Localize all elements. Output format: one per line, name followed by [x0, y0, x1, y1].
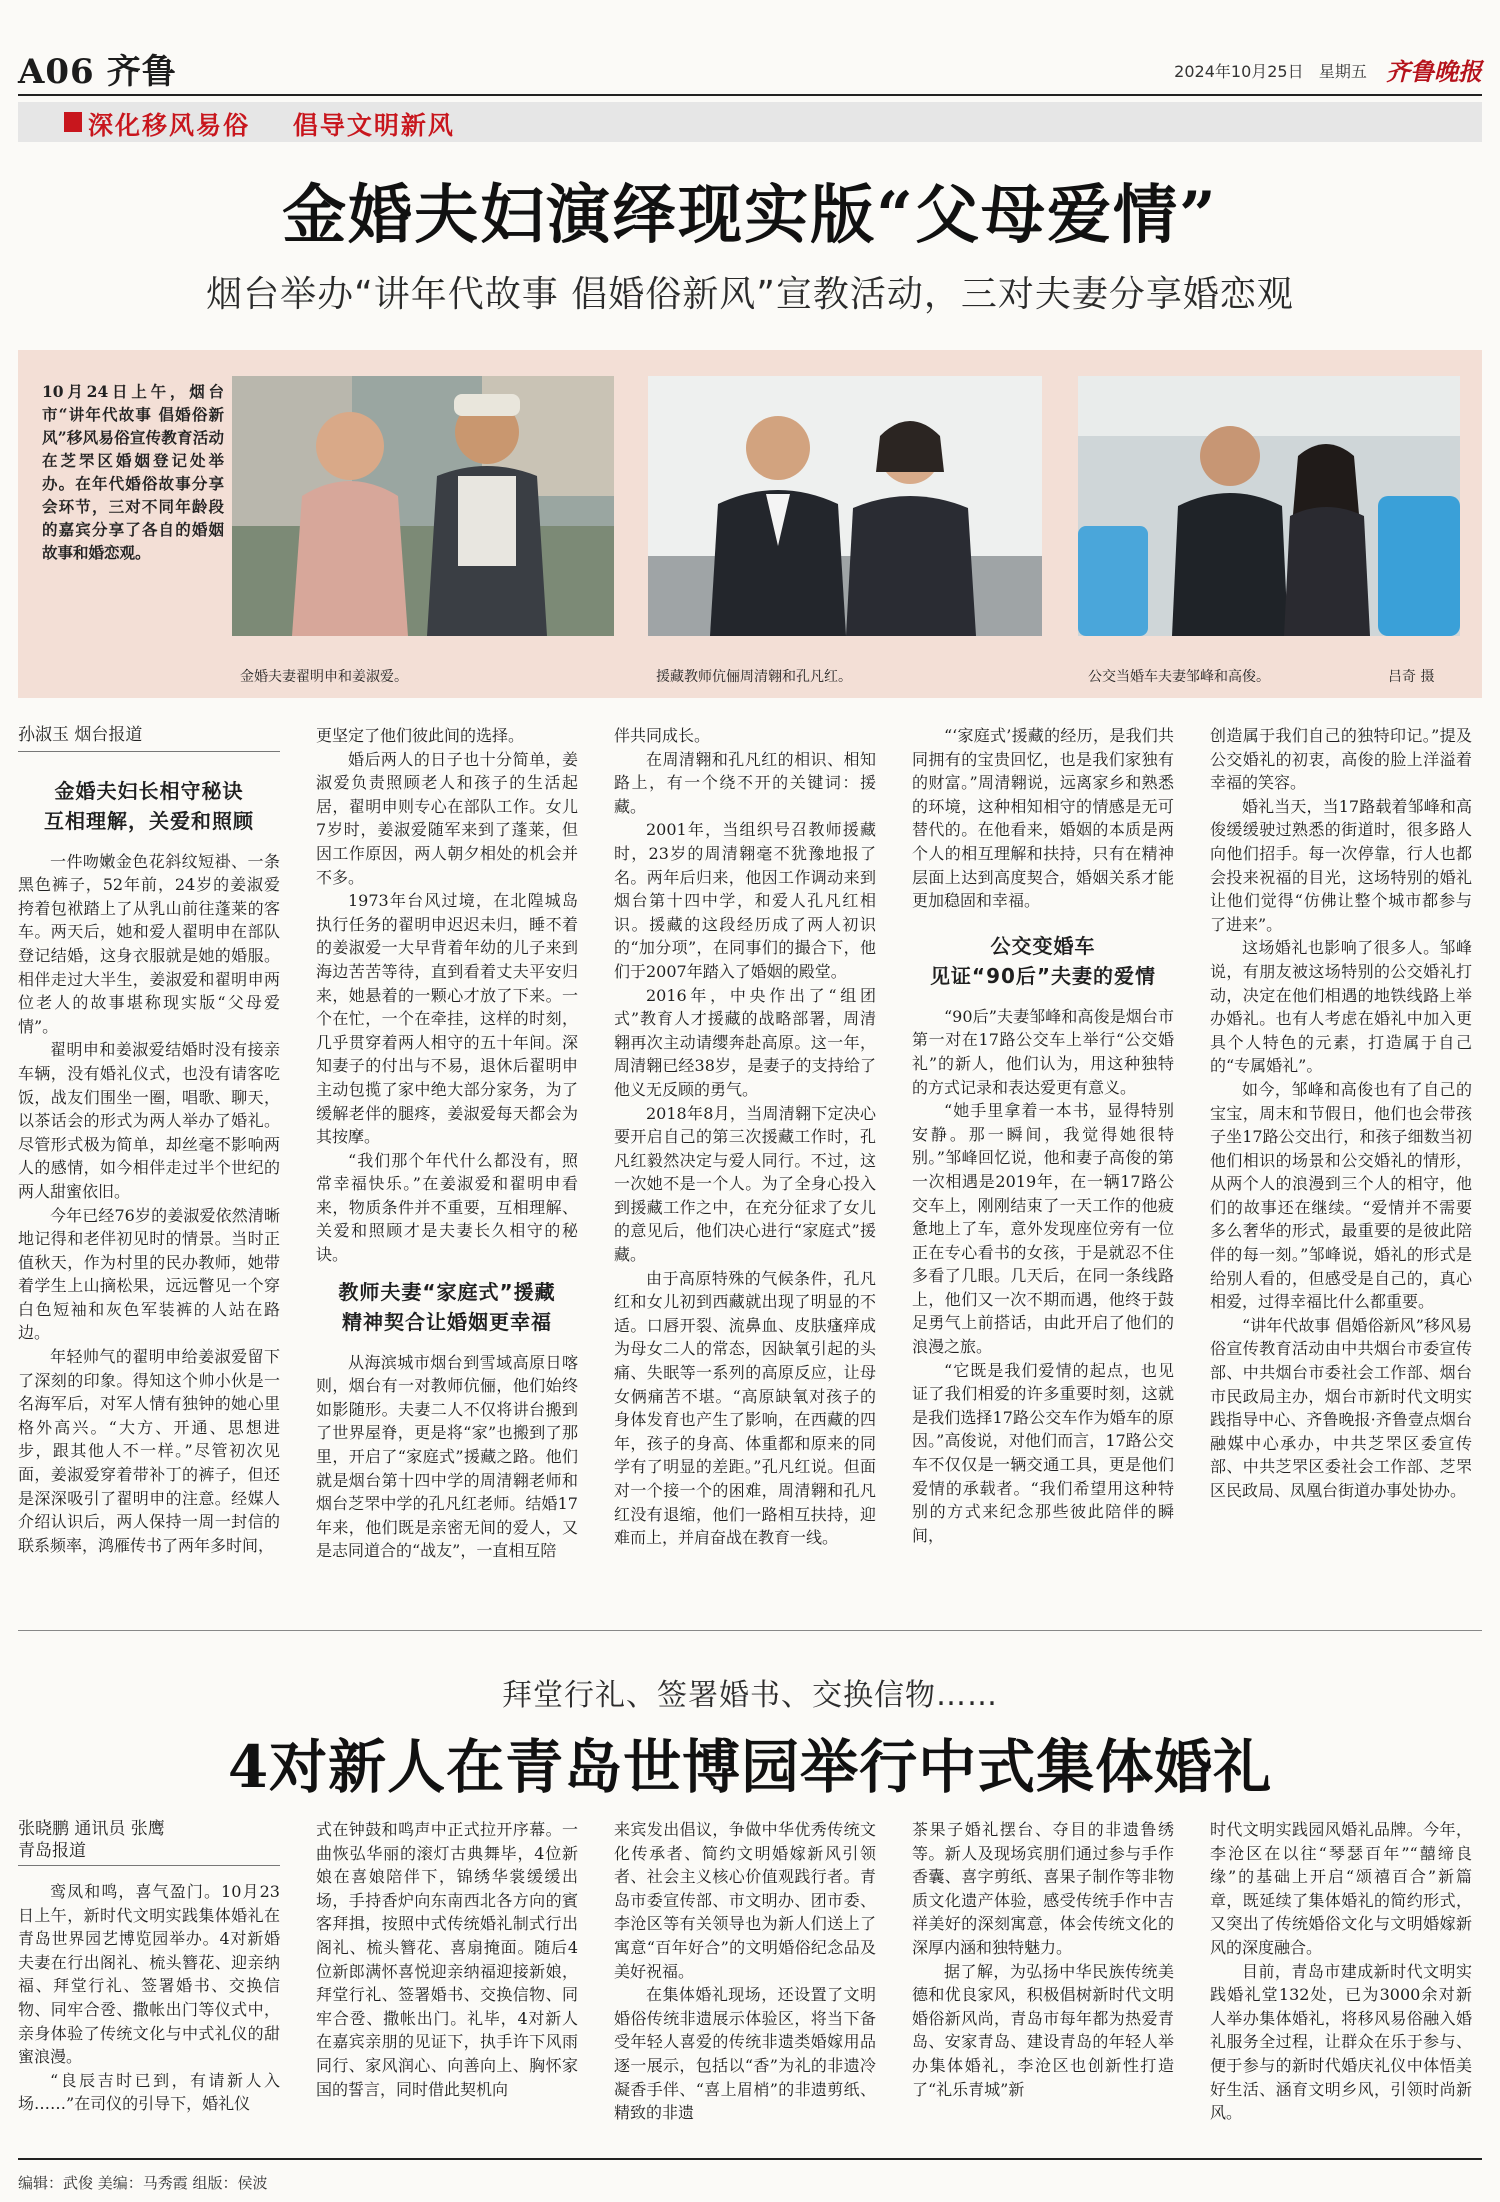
photo-teacher-couple	[648, 376, 1042, 636]
paper-logo: 齐鲁晚报	[1386, 57, 1482, 86]
paragraph: 在集体婚礼现场，还设置了文明婚俗传统非遗展示体验区，将当下备受年轻人喜爱的传统非遗类婚嫁用品逐一展示，包括以“香”为礼的非遗冷凝香手伴、“喜上眉梢”的非遗剪纸、精致的非遗	[614, 1985, 876, 2123]
paragraph: 式在钟鼓和鸣声中正式拉开序幕。一曲恢弘华丽的滚灯古典舞毕，4位新娘在喜娘陪伴下，锦绣华裳缓缓出场，手持香炉向东南西北各方向的賓客拜揖，按照中式传统婚礼制式行出阁礼、梳头簪花、喜扇掩面。随后4位新郎满怀喜悦迎亲纳福迎接新娘，拜堂行礼、签署婚书、交换信物、同牢合卺、撒帐出门。礼毕，4对新人在嘉宾亲朋的见证下，执手许下风雨同行、家风润心、向善向上、胸怀家国的誓言，同时借此契机向	[316, 1820, 578, 2099]
paragraph: 来宾发出倡议，争做中华优秀传统文化传承者、简约文明婚嫁新风引领者、社会主义核心价值观践行者。青岛市委宣传部、市文明办、团市委、李沧区等有关领导也为新人们送上了寓意“百年好合”的文明婚俗纪念品及美好祝福。	[614, 1820, 876, 1981]
masthead-right	[1174, 52, 1482, 87]
paragraph: 2018年8月，当周清翱下定决心要开启自己的第三次援藏工作时，孔凡红毅然决定与爱人同行。不过，这一次她不是一个人。为了全身心投入到援藏工作之中，在充分征求了女儿的意见后，他们决心进行“家庭式”援藏。	[614, 1103, 876, 1265]
paragraph: “良辰吉时已到，有请新人入场……”在司仪的引导下，婚礼仪	[18, 2070, 280, 2114]
banner-square-icon	[64, 112, 82, 132]
story1-subhead: 烟台举办“讲年代故事 倡婚俗新风”宣教活动，三对夫妻分享婚恋观	[206, 274, 1294, 315]
paragraph: “‘家庭式’援藏的经历，是我们共同拥有的宝贵回忆，也是我们家独有的财富。”周清翱说，远离家乡和熟悉的环境，这种相知相守的情感是无可替代的。在他看来，婚姻的本质是两个人的相互理解和扶持，只有在精神层面上达到高度契合，婚姻关系才能更加稳固和幸福。	[912, 726, 1174, 911]
paragraph: 一件吻嫩金色花斜纹短褂、一条黑色裤子，52年前，24岁的姜淑爱挎着包袱踏上了从乳山前往蓬莱的客车。两天后，她和爱人翟明申在部队登记结婚，这身衣服就是她的婚服。相伴走过大半生，姜淑爱和翟明申两位老人的故事堪称现实版“父母爱情”。	[18, 851, 280, 1036]
paragraph: 如今，邹峰和高俊也有了自己的宝宝，周末和节假日，他们也会带孩子坐17路公交出行，和孩子细数当初他们相识的场景和公交婚礼的情形，从两个人的浪漫到三个人的相守，他们的故事还在继续。“爱情并不需要多么奢华的形式，最重要的是彼此陪伴的每一刻。”邹峰说，婚礼的形式是给别人看的，但感受是自己的，真心相爱，过得幸福比什么都重要。	[1210, 1079, 1472, 1312]
story2-kicker: 拜堂行礼、签署婚书、交换信物……	[502, 1678, 998, 1713]
paragraph: 茶果子婚礼摆台、夺目的非遗鲁绣等。新人及现场宾朋们通过参与手作香囊、喜字剪纸、喜果子制作等非物质文化遗产体验，感受传统手作中吉祥美好的深刻寓意，体会传统文化的深厚内涵和独特魅力。	[912, 1820, 1174, 1957]
paragraph: 1973年台风过境，在北隍城岛执行任务的翟明申迟迟未归，睡不着的姜淑爱一大早背着年幼的儿子来到海边苦苦等待，直到看着丈夫平安归来，她悬着的一颗心才放了下来。一个在忙，一个在牵挂，这样的时刻，几乎贯穿着两人相守的五十年间。深知妻子的付出与不易，退休后翟明申主动包揽了家中绝大部分家务，为了缓解老伴的腿疼，姜淑爱每天都会为其按摩。	[316, 891, 578, 1147]
story2-column-2	[316, 1818, 578, 2148]
paragraph: “我们那个年代什么都没有，照常幸福快乐。”在姜淑爱和翟明申看来，物质条件并不重要，互相理解、关爱和照顾才是夫妻长久相守的秘诀。	[316, 1150, 578, 1265]
paragraph: 这场婚礼也影响了很多人。邹峰说，有朋友被这场特别的公交婚礼打动，决定在他们相遇的地铁线路上举办婚礼。也有人考虑在婚礼中加入更具个人特色的元素，打造属于自己的“专属婚礼”。	[1210, 938, 1472, 1076]
paragraph: 婚后两人的日子也十分简单，姜淑爱负责照顾老人和孩子的生活起居，翟明申则专心在部队工作。女儿7岁时，姜淑爱随军来到了蓬莱，但因工作原因，两人朝夕相处的机会并不多。	[316, 749, 578, 887]
paragraph: 翟明申和姜淑爱结婚时没有接亲车辆，没有婚礼仪式，也没有请客吃饭，战友们围坐一圈，唱歌、聊天，以茶话会的形式为两人举办了婚礼。尽管形式极为简单，却丝毫不影响两人的感情，如今相伴走过半个世纪的两人甜蜜依旧。	[18, 1040, 280, 1201]
paragraph: 鸾凤和鸣，喜气盈门。10月23日上午，新时代文明实践集体婚礼在青岛世界园艺博览园举办。4对新婚夫妻在行出阁礼、梳头簪花、迎亲纳福、拜堂行礼、签署婚书、交换信物、同牢合卺、撒帐出门等仪式中，亲身体验了传统文化与中式礼仪的甜蜜浪漫。	[18, 1882, 280, 2067]
story1-headline: 金婚夫妇演绎现实版“父母爱情”	[282, 178, 1218, 253]
photo-elderly-couple	[232, 376, 614, 636]
paragraph: “讲年代故事 倡婚俗新风”移风易俗宣传教育活动由中共烟台市委宣传部、中共烟台市委社会工作部、烟台市民政局主办，烟台市新时代文明实践指导中心、齐鲁晚报·齐鲁壹点烟台融媒中心承办，中共芝罘区委宣传部、中共芝罘区委社会工作部、芝罘区民政局、凤凰台街道办事处协办。	[1210, 1315, 1472, 1500]
section-name: 齐鲁	[106, 52, 177, 92]
paragraph: 据了解，为弘扬中华民族传统美德和优良家风，积极倡树新时代文明婚俗新风尚，青岛市每年都为热爱青岛、安家青岛、建设青岛的年轻人举办集体婚礼，李沧区也创新性打造了“礼乐青城”新	[912, 1961, 1174, 2099]
story1-column-5	[1210, 724, 1472, 1614]
paragraph: 从海滨城市烟台到雪域高原日喀则，烟台有一对教师伉俪，他们始终如影随形。夫妻二人不仅将讲台搬到了世界屋脊，更是将“家”也搬到了那里，开启了“家庭式”援藏之路。他们就是烟台第十四中学的周清翱老师和烟台芝罘中学的孔凡红老师。结婚17年来，他们既是亲密无间的爱人，又是志同道合的“战友”，一直相互陪	[316, 1352, 578, 1561]
photo-teacher-couple-image	[648, 376, 1042, 636]
caption-3: 公交当婚车夫妻邹峰和高俊。	[1088, 669, 1270, 685]
subtitle-golden-couple: 金婚夫妇长相守秘诀 互相理解，关爱和照顾	[44, 778, 254, 833]
paragraph: 婚礼当天，当17路载着邹峰和高俊缓缓驶过熟悉的街道时，很多路人向他们招手。每一次停靠，行人也都会投来祝福的目光，这场特别的婚礼让他们觉得“仿佛让整个城市都参与了进来”。	[1210, 796, 1472, 934]
banner-text: 深化移风易俗 倡导文明新风	[88, 111, 455, 140]
story1-column-1	[18, 724, 280, 1614]
story1-column-3	[614, 724, 876, 1614]
paragraph: 年轻帅气的翟明申给姜淑爱留下了深刻的印象。得知这个帅小伙是一名海军后，对军人情有独钟的她心里格外高兴。“大方、开通、思想进步，跟其他人不一样。”尽管初次见面，姜淑爱穿着带补丁的裤子，但还是深深吸引了翟明申的注意。经媒人介绍认识后，两人保持一周一封信的联系频率，鸿雁传书了两年多时间，	[18, 1347, 280, 1555]
editor-credits: 编辑：武俊 美编：马秀霞 组版：侯波	[18, 2158, 1482, 2193]
paragraph: 2001年，当组织号召教师援藏时，23岁的周清翱毫不犹豫地报了名。两年后归来，他因工作调动来到烟台第十四中学，和爱人孔凡红相识。援藏的这段经历成了两人初识的“加分项”，在同事们的撮合下，他们于2007年踏入了婚姻的殿堂。	[614, 820, 876, 981]
paragraph: “90后”夫妻邹峰和高俊是烟台市第一对在17路公交车上举行“公交婚礼”的新人，他们认为，用这种独特的方式记录和表达爱更有意义。	[912, 1006, 1174, 1097]
masthead	[18, 44, 1482, 90]
caption-2: 援藏教师伉俪周清翱和孔凡红。	[656, 669, 852, 685]
top-rule	[18, 94, 1482, 96]
subtitle-bus-couple: 公交变婚车 见证“90后”夫妻的爱情	[929, 933, 1157, 988]
paragraph: 伴共同成长。	[614, 726, 711, 745]
story2-column-1	[18, 1818, 280, 2148]
photo-credit: 吕奇 摄	[1388, 669, 1435, 685]
paragraph: “它既是我们爱情的起点，也见证了我们相爱的许多重要时刻，这就是我们选择17路公交车作为婚车的原因。”高俊说，对他们而言，17路公交车不仅仅是一辆交通工具，更是他们爱情的承载者。“我们希望用这种特别的方式来纪念那些彼此陪伴的瞬间，	[912, 1360, 1174, 1545]
paragraph: 时代文明实践园风婚礼品牌。今年，李沧区在以往“琴瑟百年”“囍缔良缘”的基础上开启“颂禧百合”新篇章，既延续了集体婚礼的简约形式，又突出了传统婚俗文化与文明婚嫁新风的深度融合。	[1210, 1820, 1472, 1957]
page-number-label: A06	[18, 52, 95, 92]
subtitle-teacher-couple: 教师夫妻“家庭式”援藏 精神契合让婚姻更幸福	[338, 1279, 556, 1334]
issue-date: 2024年10月25日	[1174, 62, 1304, 81]
caption-1: 金婚夫妻翟明申和姜淑爱。	[240, 669, 408, 685]
paragraph: 更坚定了他们彼此间的选择。	[316, 726, 525, 745]
photo-band	[18, 350, 1482, 698]
paragraph: 在周清翱和孔凡红的相识、相知路上，有一个绕不开的关键词：援藏。	[614, 749, 876, 816]
story1-column-4	[912, 724, 1174, 1614]
story2-column-5	[1210, 1818, 1472, 2148]
paragraph: 目前，青岛市建成新时代文明实践婚礼堂132处，已为3000余对新人举办集体婚礼，将移风易俗融入婚礼服务全过程，让群众在乐于参与、便于参与的新时代婚庆礼仪中体悟美好生活、涵育文明乡风，引领时尚新风。	[1210, 1961, 1472, 2123]
story2-column-4	[912, 1818, 1174, 2148]
column-banner	[18, 102, 1482, 142]
story2-column-3	[614, 1818, 876, 2148]
story-divider	[18, 1630, 1482, 1631]
story1-byline: 孙淑玉 烟台报道	[18, 724, 280, 752]
paragraph: “她手里拿着一本书，显得特别安静。那一瞬间，我觉得她很特别。”邹峰回忆说，他和妻子高俊的第一次相遇是2019年，在一辆17路公交车上，刚刚结束了一天工作的他疲惫地上了车，意外发现座位旁有一位正在专心看书的女孩，于是就忍不住多看了几眼。几天后，在同一条线路上，他们又一次不期而遇，他终于鼓足勇气上前搭话，由此开启了他们的浪漫之旅。	[912, 1101, 1174, 1357]
issue-weekday: 星期五	[1318, 62, 1367, 81]
photo-bus-couple	[1078, 376, 1460, 636]
photo-elderly-couple-image	[232, 376, 614, 636]
paragraph: 2016年，中央作出了“组团式”教育人才援藏的战略部署，周清翱再次主动请缨奔赴高原。这一年，周清翱已经38岁，是妻子的支持给了他义无反顾的勇气。	[614, 985, 876, 1099]
paragraph: 由于高原特殊的气候条件，孔凡红和女儿初到西藏就出现了明显的不适。口唇开裂、流鼻血、皮肤瘙痒成为母女二人的常态，因缺氧引起的头痛、失眠等一系列的高原反应，让母女俩痛苦不堪。“高原缺氧对孩子的身体发育也产生了影响，在西藏的四年，孩子的身高、体重都和原来的同学有了明显的差距。”孔凡红说。但面对一个接一个的困难，周清翱和孔凡红没有退缩，他们一路相互扶持，迎难而上，并肩奋战在教育一线。	[614, 1268, 876, 1548]
paragraph: 今年已经76岁的姜淑爱依然清晰地记得和老伴初见时的情景。当时正值秋天，作为村里的民办教师，她带着学生上山摘松果，远远瞥见一个穿白色短袖和灰色军装裤的人站在路边。	[18, 1205, 280, 1343]
photo-bus-couple-image	[1078, 376, 1460, 636]
story2-byline: 张晓鹏 通讯员 张鹰 青岛报道	[18, 1818, 280, 1866]
page-number	[18, 44, 177, 93]
story1-column-2	[316, 724, 578, 1614]
photo-intro-text: 10月24日上午，烟台市“讲年代故事 倡婚俗新风”移风易俗宣传教育活动在芝罘区婚姻登记处举办。在年代婚俗故事分享会环节，三对不同年龄段的嘉宾分享了各自的婚姻故事和婚恋观。	[42, 382, 224, 562]
story2-headline: 4对新人在青岛世博园举行中式集体婚礼	[227, 1733, 1273, 1801]
paragraph: 创造属于我们自己的独特印记。”提及公交婚礼的初衷，高俊的脸上洋溢着幸福的笑容。	[1210, 726, 1472, 793]
